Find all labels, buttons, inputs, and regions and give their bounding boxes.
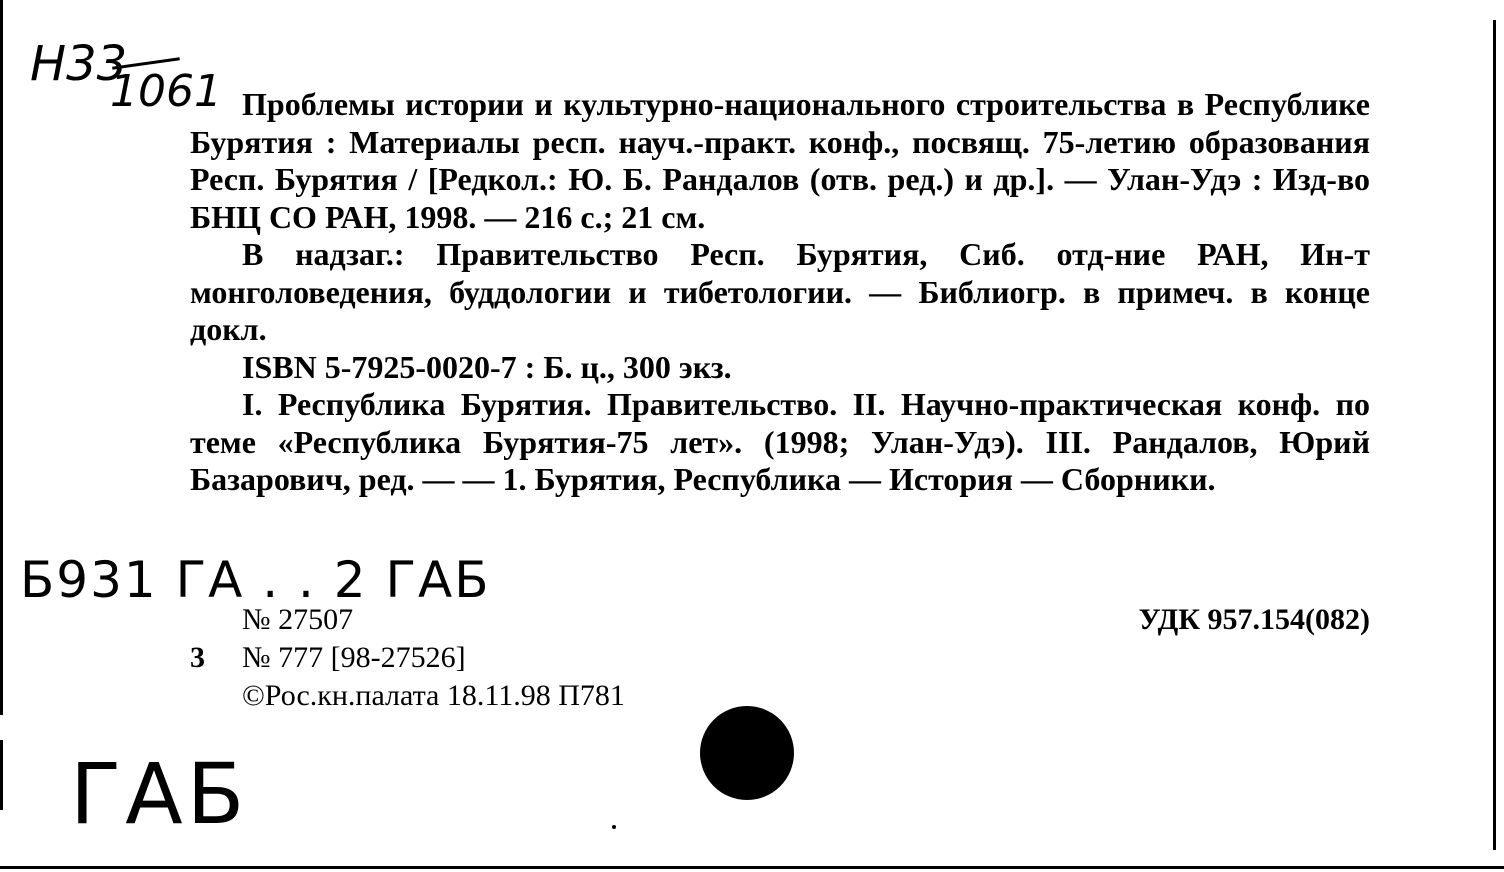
- card-right-edge: [1493, 20, 1496, 850]
- card-left-edge-lower: [0, 740, 3, 810]
- card-bottom-edge: [0, 866, 1504, 869]
- title-paragraph: Проблемы истории и культурно-национального строительства в Республике Бурятия : Материалы респ. науч.-практ. конф., посвящ. 75-летию образования Респ. Бурятия / [Редкол.: Ю. Б. Рандалов (отв. ред.) и др.]. — Улан-Удэ : Изд-во БНЦ СО РАН, 1998. — 216 с.; 21 см.: [190, 86, 1370, 235]
- handwritten-code: ГАБ: [70, 745, 249, 843]
- card-left-edge: [0, 0, 3, 715]
- subjects-paragraph: I. Республика Бурятия. Правительство. II. Научно-практическая конф. по теме «Республика Бурятия-75 лет». (1998; Улан-Удэ). III. Рандалов, Юрий Базарович, ред. — — 1. Бурятия, Республика — История — Сборники.: [190, 386, 1370, 497]
- shelf-mark-bottom: 1061: [110, 66, 222, 117]
- punch-hole: [700, 706, 794, 800]
- publisher-stamp: ©Рос.кн.палата 18.11.98 П781: [242, 679, 625, 712]
- order-line: [190, 640, 466, 676]
- udk-code: УДК 957.154(082): [1138, 603, 1370, 636]
- order-lead: 3: [190, 641, 205, 674]
- note-paragraph: В надзаг.: Правительство Респ. Бурятия, Сиб. отд-ние РАН, Ин-т монголоведения, буддологии и тибетологии. — Библиогр. в примеч. в конце докл.: [190, 236, 1370, 347]
- shelf-mark-top: Н33: [30, 36, 128, 92]
- isbn-paragraph: ISBN 5-7925-0020-7 : Б. ц., 300 экз.: [242, 348, 732, 385]
- bibliographic-record: [190, 86, 1370, 499]
- handwritten-stamp: Б931 ГА . . 2 ГАБ: [20, 551, 491, 609]
- record-number: № 27507: [242, 603, 354, 636]
- speck: [612, 825, 616, 829]
- order-number: № 777 [98-27526]: [242, 641, 466, 674]
